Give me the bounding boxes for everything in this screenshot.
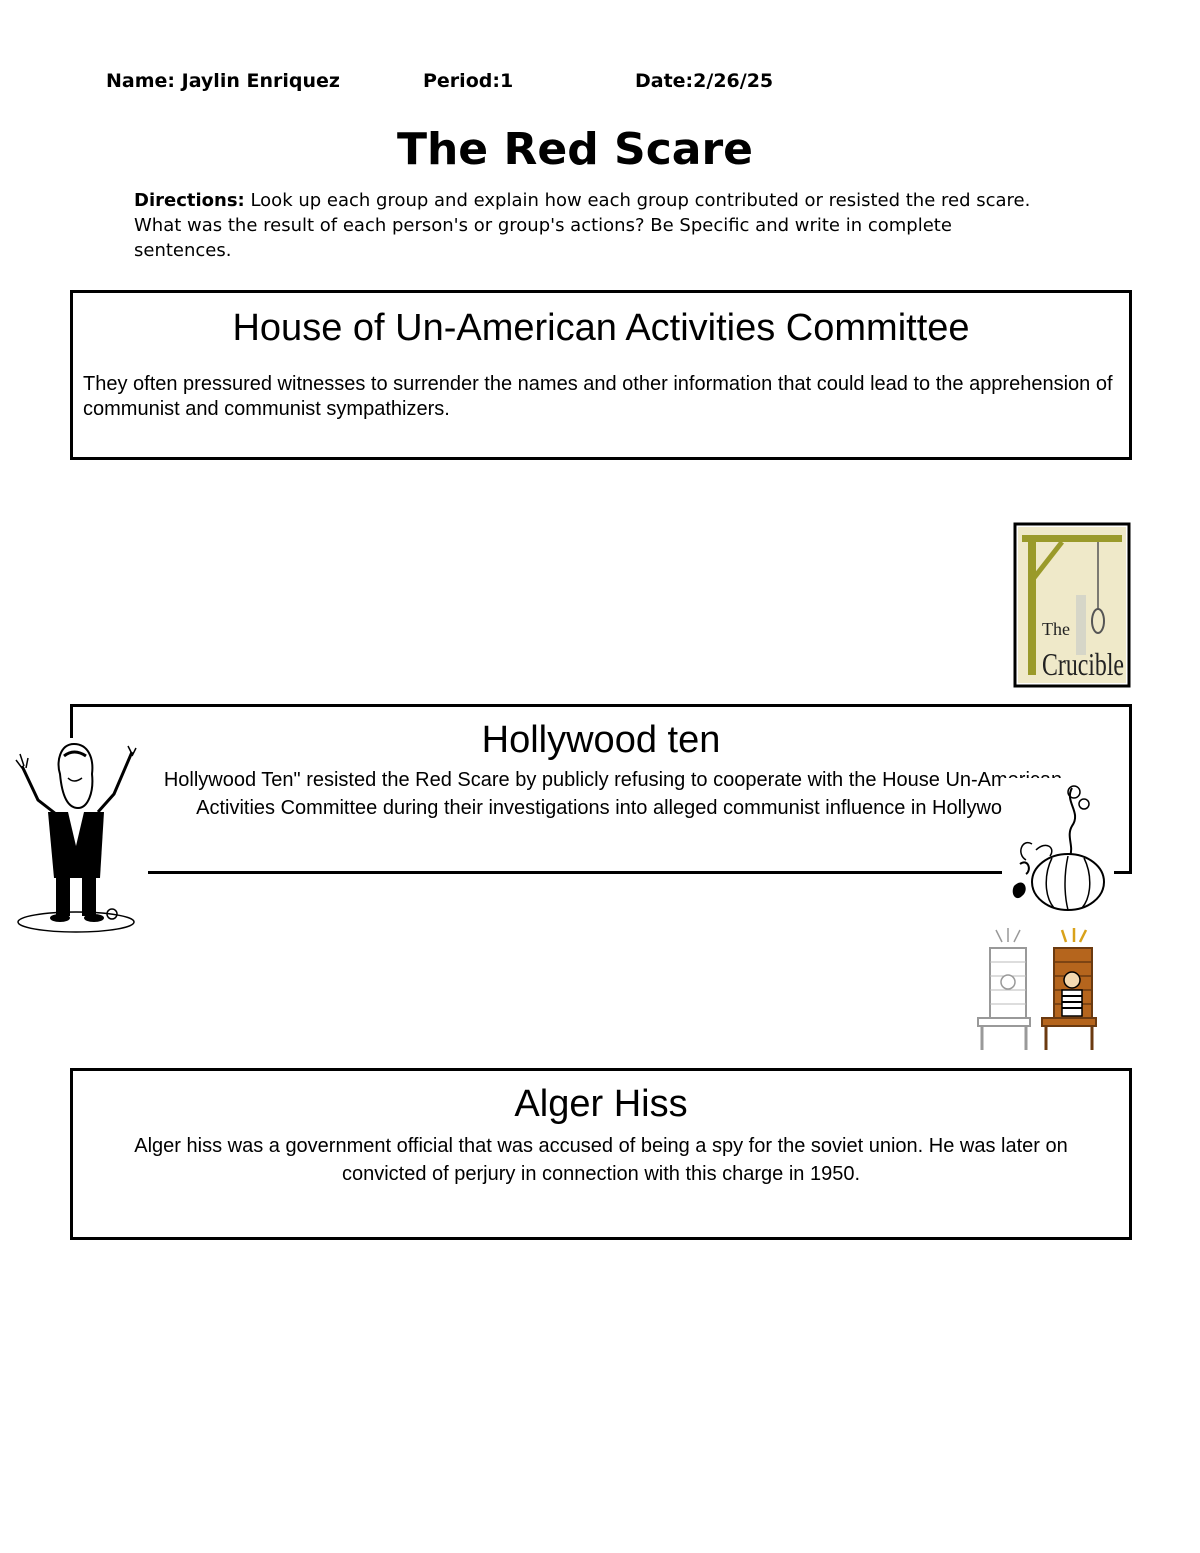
page-title: The Red Scare [396, 124, 754, 175]
pumpkin-icon [1002, 778, 1114, 918]
section-heading: House of Un-American Activities Committee [232, 307, 970, 349]
crucible-word-the: The [1042, 619, 1070, 639]
directions-text: Look up each group and explain how each group contributed or resisted the red scare. What was the result of each person's or group's actions? Be Specific and write in complete sentences. [134, 190, 1031, 261]
electric-chairs-icon [968, 922, 1110, 1054]
period: Period:1 [423, 70, 514, 92]
caricature-icon [8, 738, 148, 938]
section-alger-hiss [70, 1068, 1132, 1240]
section-answer[interactable] [133, 766, 1093, 822]
section-huac [70, 290, 1132, 460]
crucible-word-crucible: Crucible [1042, 646, 1124, 682]
section-answer[interactable]: Alger hiss was a government official that was accused of being a spy for the soviet union. He was later on convicted of perjury in connection with this charge in 1950. [134, 1135, 1068, 1185]
date: Date:2/26/25 [635, 70, 774, 92]
directions-label: Directions: [134, 190, 245, 211]
answer-line-2: Activities Committee during their investigations into alleged communist influence in Hollywood. [196, 797, 1030, 819]
section-hollywood-ten [70, 704, 1132, 874]
answer-line-1: Hollywood Ten" resisted the Red Scare by publicly refusing to cooperate with the House Un-American [163, 769, 1063, 791]
directions [134, 188, 1034, 263]
section-heading: Hollywood ten [481, 719, 721, 761]
section-divider [138, 871, 1132, 874]
student-name: Name: Jaylin Enriquez [106, 70, 340, 92]
crucible-poster-icon [1014, 523, 1130, 687]
section-answer[interactable]: They often pressured witnesses to surrender the names and other information that could lead to the apprehension of communist and communist sympathizers. [83, 373, 1113, 420]
section-heading: Alger Hiss [514, 1083, 688, 1125]
